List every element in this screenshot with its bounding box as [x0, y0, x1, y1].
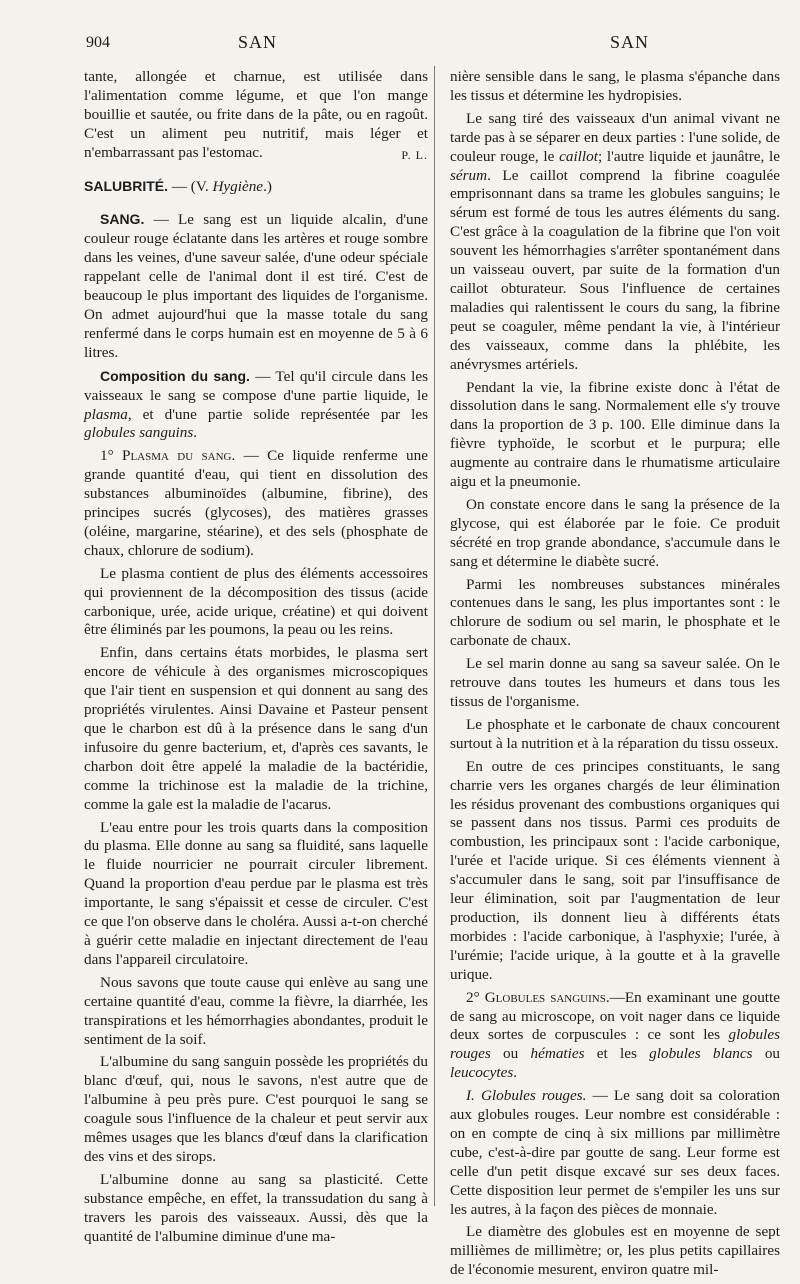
paragraph-text: et les — [584, 1045, 650, 1063]
term-globules-rouges: globules rouges — [450, 1026, 780, 1063]
paragraph — [450, 110, 780, 375]
paragraph: L'albumine donne au sang sa plasticité. Cette substance empêche, en effet, la transsudation du sang à travers les parois des vaisseaux. Aussi, dès que la quantité de l'albumine diminue d'une ma- — [84, 1170, 428, 1245]
paragraph: Parmi les nombreuses substances minérales contenues dans le sang, les plus importantes sont : le chlorure de sodium ou sel marin, le phosphate et le carbonate de chaux. — [450, 575, 780, 650]
entry-text-end: .) — [263, 177, 272, 195]
section-heading: Composition du sang. — [100, 367, 250, 384]
paragraph-text: — Ce liquide renferme une grande quantité d'eau, qui tient en dissolution des substances albuminoïdes (albumine, fibrine), des principes sucrés (glycoses), des matières grasses (oléine, margarine, stéarine), et des sels (phosphate de chaux, chlorure de sodium). — [84, 447, 428, 559]
paragraph: L'eau entre pour les trois quarts dans la composition du plasma. Elle donne au sang sa fluidité, sans laquelle le fluide nourricier ne pourrait circuler librement. Quand la proportion d'eau perdue par le plasma est très importante, le sang s'épaissit et cesse de circuler. C'est ce que l'on observe dans le choléra. Aussi a-t-on cherché à guérir cette maladie en injectant directement de l'eau dans l'appareil circulatoire. — [84, 818, 428, 968]
paragraph: On constate encore dans le sang la présence de la glycose, qui est élaborée par le foie. Ce produit sécrété en trop grande abondance, s'accumule dans le sang et détermine le diabète sucré. — [450, 495, 780, 570]
paragraph-text: Le sang tiré des vaisseaux d'un animal vivant ne tarde pas à se séparer en deux parties : l'une solide, de couleur rouge, le — [450, 109, 780, 165]
continued-entry — [84, 68, 428, 163]
paragraph: Enfin, dans certains états morbides, le plasma sert encore de véhicule à des organismes microscopiques que l'air tient en suspension et qui donnent au sang des propriétés virulentes. Ainsi Davaine et Pasteur pensent que le charbon est dû à la présence dans le sang d'un infusoire du genre bacterium, et, d'après ces savants, le charbon doit être appelé la maladie de la bactéridie, comme la trichinose est la maladie de la trichine, comme la gale est la maladie de l'acarus. — [84, 644, 428, 813]
paragraph-text: . Le caillot comprend la fibrine coagulée emprisonnant dans sa trame les globules sanguins; le sérum est formé de tous les autres éléments du sang. C'est grâce à la coagulation de la fibrine que l'on voit souvent les hémorrhagies s'arrêter spontanément dans un vaisseau ouvert, par suite de la formation d'un caillot obturateur. Sous l'influence de certaines maladies qui ralentissent le cours du sang, la fibrine peut se coaguler, même pendant la vie, à l'intérieur des vaisseaux, comme dans la phlébite, les anévrysmes artériels. — [450, 166, 780, 373]
paragraph: Le plasma contient de plus des éléments accessoires qui proviennent de la décomposition des tissus (acide carbonique, urée, acide urique, créatine) et qui doivent être éliminés par les poumons, la peau ou les reins. — [84, 564, 428, 639]
page-number: 904 — [86, 34, 110, 51]
entry-salubrite — [84, 177, 428, 197]
paragraph-text: , et d'une partie solide représentée par les — [127, 405, 428, 423]
paragraph-text: ; l'autre liquide et jaunâtre, le — [597, 147, 780, 165]
continued-text: tante, allongée et charnue, est utilisée dans l'alimentation comme légume, et que l'on mange bouillie et sautée, ou frite dans de la pâte, ou en ragoût. C'est un aliment peu nutritif, mais léger et n'embarrassant pas l'estomac. — [84, 68, 428, 161]
term-leucocytes: leucocytes — [450, 1064, 514, 1082]
author-signature: P. L. — [401, 147, 428, 162]
entry-text: — Le sang est un liquide alcalin, d'une couleur rouge éclatante dans les artères et rouge sombre dans les veines, d'une saveur salée, d'une odeur spéciale rappelant celle de l'animal dont il est tiré. C'est de beaucoup le plus important des liquides de l'organisme. On admet aujourd'hui que la masse totale du sang renfermé dans le corps humain est en moyenne de 5 à 6 litres. — [84, 211, 428, 361]
entry-sang — [84, 210, 428, 362]
cross-reference: Hygiène — [212, 177, 264, 195]
left-column — [84, 68, 428, 1250]
right-column — [450, 68, 780, 1284]
paragraph-text: . — [513, 1064, 518, 1082]
term-globules: globules sanguins — [84, 424, 194, 442]
term-caillot: caillot — [559, 147, 598, 165]
column-divider — [434, 66, 435, 1206]
paragraph-text: — Le sang doit sa coloration aux globules rouges. Leur nombre est considérable : on en compte de cinq à six millions par millimètre cube, c'est-à-dire par goutte de sang. Leur forme est celle d'un petit disque excavé sur ses deux faces. Cette disposition leur permet de s'empiler les uns sur les autres, à la façon des pièces de monnaie. — [450, 1087, 780, 1218]
section-heading: 2° Globules sanguins. — [466, 988, 610, 1006]
term-hematies: hématies — [530, 1045, 585, 1063]
paragraph-text: . — [193, 424, 198, 442]
running-head-right: SAN — [610, 32, 650, 52]
paragraph-text: — Tel qu'il circule dans les vaisseaux le sang se compose d'une partie liquide, le — [84, 367, 428, 404]
section-globules-rouges — [450, 1087, 780, 1219]
paragraph: nière sensible dans le sang, le plasma s'épanche dans les tissus et détermine les hydropisies. — [450, 68, 780, 104]
entry-text: — (V. — [168, 177, 213, 195]
paragraph-text: ou — [490, 1045, 531, 1063]
paragraph: Nous savons que toute cause qui enlève au sang une certaine quantité d'eau, comme la fièvre, la diarrhée, les transpirations et les hémorrhagies abondantes, produit le sentiment de la soif. — [84, 973, 428, 1048]
paragraph-text: ou — [752, 1045, 781, 1063]
term-plasma: plasma — [84, 405, 128, 423]
entry-headword: SALUBRITÉ. — [84, 177, 168, 194]
page-header — [0, 30, 800, 58]
term-serum: sérum — [450, 166, 488, 184]
paragraph: En outre de ces principes constituants, le sang charrie vers les organes chargés de leur élimination les résidus provenant des combustions organiques qui se passent dans nos tissus. Parmi ces produits de combustion, les principaux sont : l'acide carbonique, l'urée et l'acide urique. Si ces éléments viennent à s'accumuler dans le sang, soit par l'insuffisance de leur élimination, soit par l'augmentation de leur production, ils donnent lieu à différents états morbides : l'acide carbonique, à l'asphyxie; l'urée, à l'urémie; l'acide urique, à la goutte et à la gravelle urique. — [450, 757, 780, 983]
section-heading: 1° Plasma du sang. — [100, 447, 236, 465]
paragraph: Le sel marin donne au sang sa saveur salée. On le retrouve dans toutes les humeurs et dans tous les tissus de l'organisme. — [450, 655, 780, 710]
paragraph: Pendant la vie, la fibrine existe donc à l'état de dissolution dans le sang. Normalement elle s'y trouve dans la proportion de 3 p. 100. Elle diminue dans la fièvre typhoïde, le scorbut et le purpura; elle augmente au contraire dans le rhumatisme articulaire aigu et la pneumonie. — [450, 378, 780, 491]
entry-headword: SANG. — [100, 211, 145, 228]
running-head-left: SAN — [238, 32, 278, 52]
paragraph: Le phosphate et le carbonate de chaux concourent surtout à la nutrition et à la réparation du tissu osseux. — [450, 715, 780, 752]
section-heading: I. Globules rouges. — [466, 1087, 587, 1105]
paragraph: Le diamètre des globules est en moyenne de sept millièmes de millimètre; or, les plus petits capillaires de l'économie mesurent, environ quatre mil- — [450, 1223, 780, 1279]
section-plasma — [84, 447, 428, 560]
section-composition — [84, 367, 428, 444]
paragraph-text: —En examinant une goutte de sang au microscope, on voit nager dans ce liquide deux sortes de corpuscules : ce sont les — [450, 988, 780, 1044]
term-globules-blancs: globules blancs — [649, 1045, 753, 1063]
paragraph: L'albumine du sang sanguin possède les propriétés du blanc d'œuf, qui, nous le savons, n'est autre que de l'albumine à peu près pure. C'est pourquoi le sang se coagule sous l'influence de la chaleur et peut servir aux mêmes usages que les blancs d'œuf dans la clarification des vins et des sirops. — [84, 1053, 428, 1165]
section-globules — [450, 989, 780, 1084]
